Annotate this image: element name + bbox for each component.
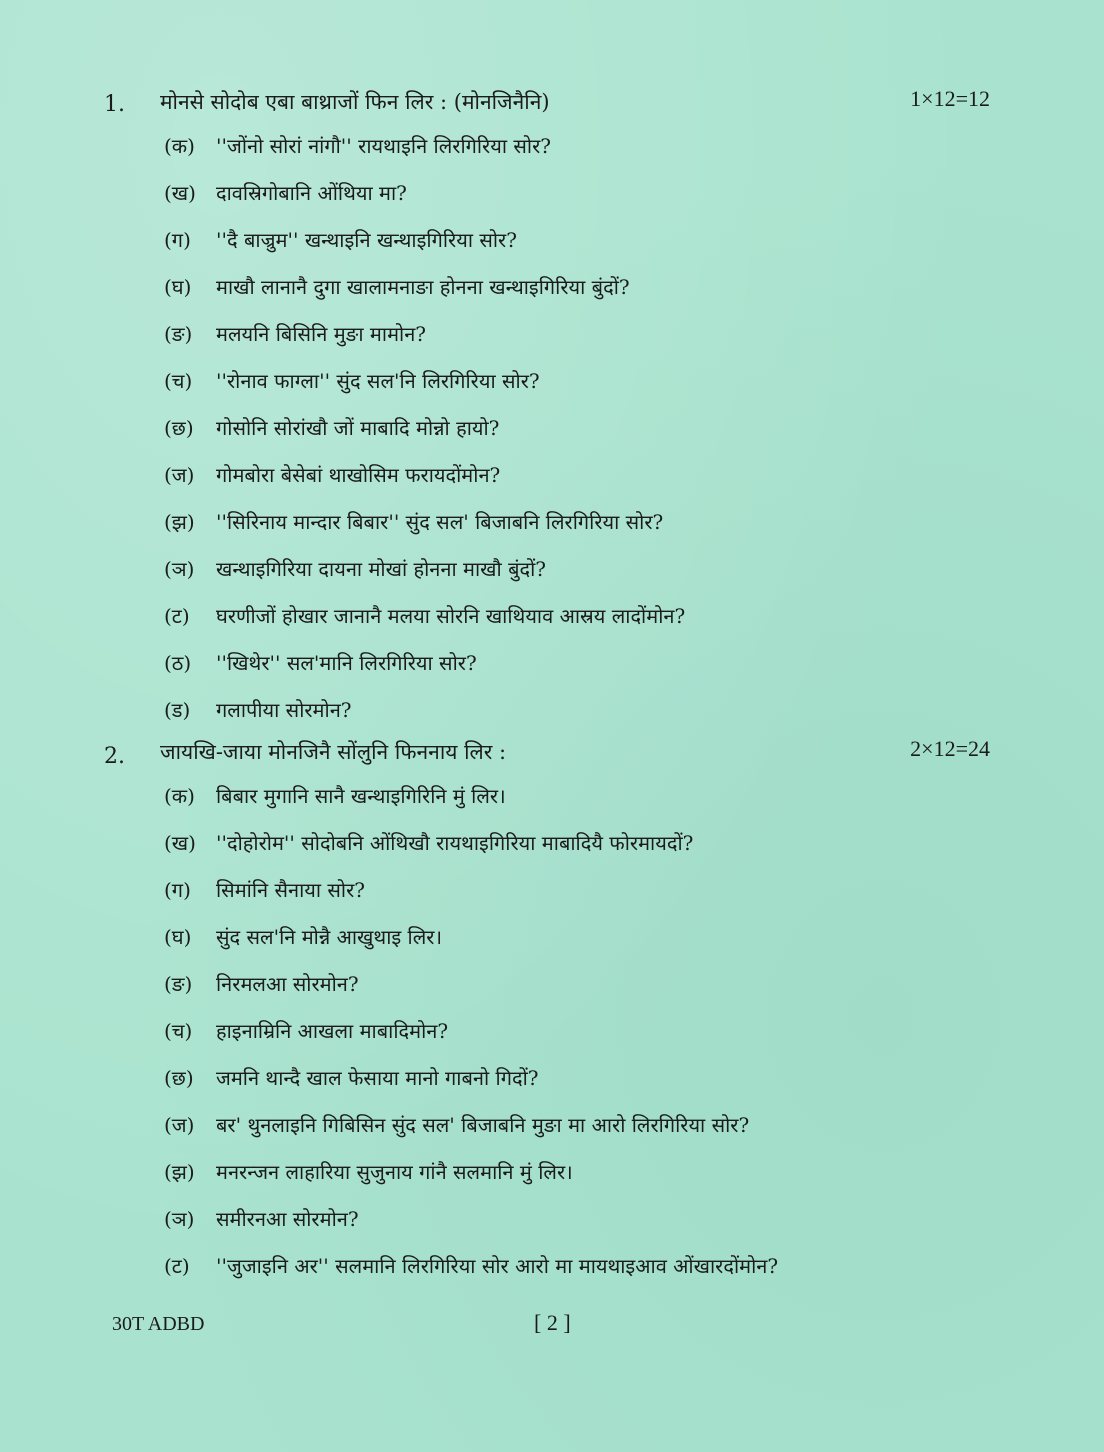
sub-question: [164, 639, 685, 686]
sub-question: [164, 960, 778, 1007]
question-marks: 1×12=12: [910, 86, 990, 111]
sub-question-label: (ट): [164, 604, 190, 628]
sub-question-label: (ग): [164, 878, 191, 902]
sub-question: [164, 451, 685, 498]
sub-question-text: हाइनाम्रिनि आखला माबादिमोन?: [216, 1019, 449, 1043]
sub-question-text: ''सिरिनाय मान्दार बिबार'' सुंद सल' बिजाबनि लिरगिरिया सोर?: [216, 510, 664, 534]
sub-question: [164, 263, 685, 310]
sub-question-text: ''खिथेर'' सल'मानि लिरगिरिया सोर?: [216, 651, 477, 675]
sub-question-list: [164, 772, 778, 1289]
sub-question-text: बर' थुनलाइनि गिबिसिन सुंद सल' बिजाबनि मुङा मा आरो लिरगिरिया सोर?: [216, 1113, 750, 1137]
sub-question-label: (ट): [164, 1254, 190, 1278]
sub-question-text: सिमांनि सैनाया सोर?: [216, 878, 366, 902]
sub-question: [164, 169, 685, 216]
sub-question: [164, 686, 685, 733]
sub-question-label: (ङ): [164, 322, 193, 346]
sub-question: [164, 819, 778, 866]
sub-question: [164, 310, 685, 357]
sub-question-text: गलापीया सोरमोन?: [216, 698, 352, 722]
sub-question: [164, 498, 685, 545]
sub-question-label: (ज): [164, 1113, 195, 1137]
sub-question-label: (घ): [164, 925, 192, 949]
sub-question-label: (ठ): [164, 651, 192, 675]
sub-question-label: (ङ): [164, 972, 193, 996]
sub-question-label: (ञ): [164, 1207, 195, 1231]
sub-question: [164, 913, 778, 960]
paper-code: 30T ADBD: [112, 1313, 205, 1335]
sub-question-text: ''दोहोरोम'' सोदोबनि ओंथिखौ रायथाइगिरिया माबादियै फोरमायदों?: [216, 831, 694, 855]
sub-question-text: गोसोनि सोरांखौ जों माबादि मोन्नो हायो?: [216, 416, 500, 440]
sub-question-label: (छ): [164, 1066, 194, 1090]
sub-question-text: बिबार मुगानि सानै खन्थाइगिरिनि मुं लिर।: [216, 784, 506, 808]
sub-question-text: ''जुजाइनि अर'' सलमानि लिरगिरिया सोर आरो मा मायथाइआव ओंखारदोंमोन?: [216, 1254, 779, 1278]
sub-question-label: (घ): [164, 275, 192, 299]
sub-question-text: खन्थाइगिरिया दायना मोखां होनना माखौ बुंदों?: [216, 557, 547, 581]
sub-question: [164, 545, 685, 592]
sub-question-label: (क): [164, 784, 195, 808]
sub-question-text: मलयनि बिसिनि मुङा मामोन?: [216, 322, 427, 346]
sub-question: [164, 1195, 778, 1242]
sub-question: [164, 1054, 778, 1101]
sub-question-text: जमनि थान्दै खाल फेसाया मानो गाबनो गिदों?: [216, 1066, 539, 1090]
question-stem: मोनसे सोदोब एबा बाथ्राजों फिन लिर : (मोनजिनैनि): [160, 90, 550, 114]
sub-question-text: सुंद सल'नि मोन्नै आखुथाइ लिर।: [216, 925, 443, 949]
sub-question-label: (च): [164, 369, 193, 393]
sub-question: [164, 1242, 778, 1289]
question-stem: जायखि-जाया मोनजिनै सोंलुनि फिननाय लिर :: [160, 740, 507, 764]
sub-question-label: (झ): [164, 510, 195, 534]
sub-question: [164, 122, 685, 169]
sub-question: [164, 1007, 778, 1054]
sub-question: [164, 357, 685, 404]
sub-question-list: [164, 122, 685, 733]
sub-question-label: (ज): [164, 463, 195, 487]
sub-question-label: (ग): [164, 228, 191, 252]
sub-question: [164, 404, 685, 451]
sub-question-label: (च): [164, 1019, 193, 1043]
sub-question: [164, 592, 685, 639]
sub-question-text: ''दै बाज्रुम'' खन्थाइनि खन्थाइगिरिया सोर?: [216, 228, 517, 252]
sub-question-text: समीरनआ सोरमोन?: [216, 1207, 359, 1231]
sub-question: [164, 216, 685, 263]
sub-question-text: ''रोनाव फाग्ला'' सुंद सल'नि लिरगिरिया सोर?: [216, 369, 540, 393]
sub-question-label: (छ): [164, 416, 194, 440]
sub-question-text: ''जोंनो सोरां नांगौ'' रायथाइनि लिरगिरिया सोर?: [216, 134, 551, 158]
question-marks: 2×12=24: [910, 736, 990, 761]
sub-question-label: (ख): [164, 181, 196, 205]
sub-question: [164, 1101, 778, 1148]
sub-question-label: (ड): [164, 698, 191, 722]
question-number: 1.: [104, 92, 125, 117]
sub-question-text: घरणीजों होखार जानानै मलया सोरनि खाथियाव आस्रय लादोंमोन?: [216, 604, 686, 628]
sub-question-text: दावस्रिगोबानि ओंथिया मा?: [216, 181, 407, 205]
sub-question-label: (ख): [164, 831, 196, 855]
page-number: [ 2 ]: [534, 1310, 571, 1335]
sub-question: [164, 866, 778, 913]
sub-question-label: (झ): [164, 1160, 195, 1184]
sub-question-text: निरमलआ सोरमोन?: [216, 972, 359, 996]
sub-question-text: गोमबोरा बेसेबां थाखोसिम फरायदोंमोन?: [216, 463, 501, 487]
sub-question: [164, 1148, 778, 1195]
sub-question-label: (ञ): [164, 557, 195, 581]
question-number: 2.: [104, 744, 125, 769]
sub-question: [164, 772, 778, 819]
sub-question-label: (क): [164, 134, 195, 158]
sub-question-text: माखौ लानानै दुगा खालामनाङा होनना खन्थाइगिरिया बुंदों?: [216, 275, 630, 299]
sub-question-text: मनरन्जन लाहारिया सुजुनाय गांनै सलमानि मुं लिर।: [216, 1160, 573, 1184]
